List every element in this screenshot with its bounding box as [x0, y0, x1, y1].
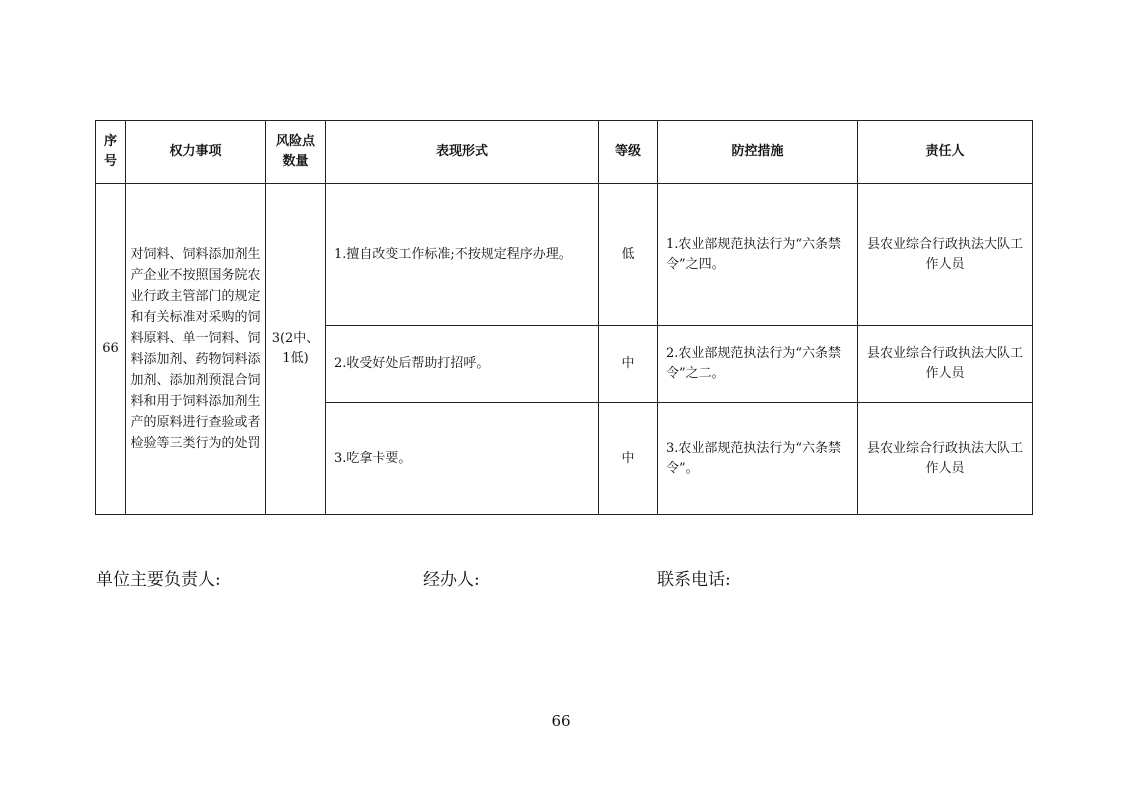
- cell-form: 2.收受好处后帮助打招呼。: [326, 326, 599, 403]
- cell-responsible: 县农业综合行政执法大队工作人员: [858, 184, 1033, 326]
- cell-seq: 66: [96, 184, 126, 515]
- footer-phone: 联系电话:: [657, 570, 731, 590]
- risk-table: [95, 120, 1033, 515]
- header-measures: 防控措施: [658, 121, 858, 184]
- cell-risk-count: 3(2中、1低): [266, 184, 326, 515]
- cell-level: 低: [599, 184, 658, 326]
- footer-handler: 经办人:: [423, 570, 480, 590]
- page-number: 66: [551, 712, 571, 730]
- header-row: [96, 121, 1033, 184]
- cell-matter: 对饲料、饲料添加剂生产企业不按照国务院农业行政主管部门的规定和有关标准对采购的饲料原料、单一饲料、饲料添加剂、药物饲料添加剂、添加剂预混合饲料和用于饲料添加剂生产的原料进行查验或者检验等三类行为的处罚: [126, 184, 266, 515]
- header-matter: 权力事项: [126, 121, 266, 184]
- cell-responsible: 县农业综合行政执法大队工作人员: [858, 326, 1033, 403]
- cell-level: 中: [599, 403, 658, 515]
- header-form: 表现形式: [326, 121, 599, 184]
- cell-form: 1.擅自改变工作标准;不按规定程序办理。: [326, 184, 599, 326]
- cell-measures: 2.农业部规范执法行为“六条禁令”之二。: [658, 326, 858, 403]
- cell-measures: 1.农业部规范执法行为“六条禁令”之四。: [658, 184, 858, 326]
- header-level: 等级: [599, 121, 658, 184]
- cell-form: 3.吃拿卡要。: [326, 403, 599, 515]
- header-seq: 序号: [96, 121, 126, 184]
- cell-responsible: 县农业综合行政执法大队工作人员: [858, 403, 1033, 515]
- cell-measures: 3.农业部规范执法行为“六条禁令”。: [658, 403, 858, 515]
- header-risk-count: 风险点数量: [266, 121, 326, 184]
- footer-unit-head: 单位主要负责人:: [96, 570, 221, 590]
- table-row: [96, 184, 1033, 326]
- cell-level: 中: [599, 326, 658, 403]
- header-responsible: 责任人: [858, 121, 1033, 184]
